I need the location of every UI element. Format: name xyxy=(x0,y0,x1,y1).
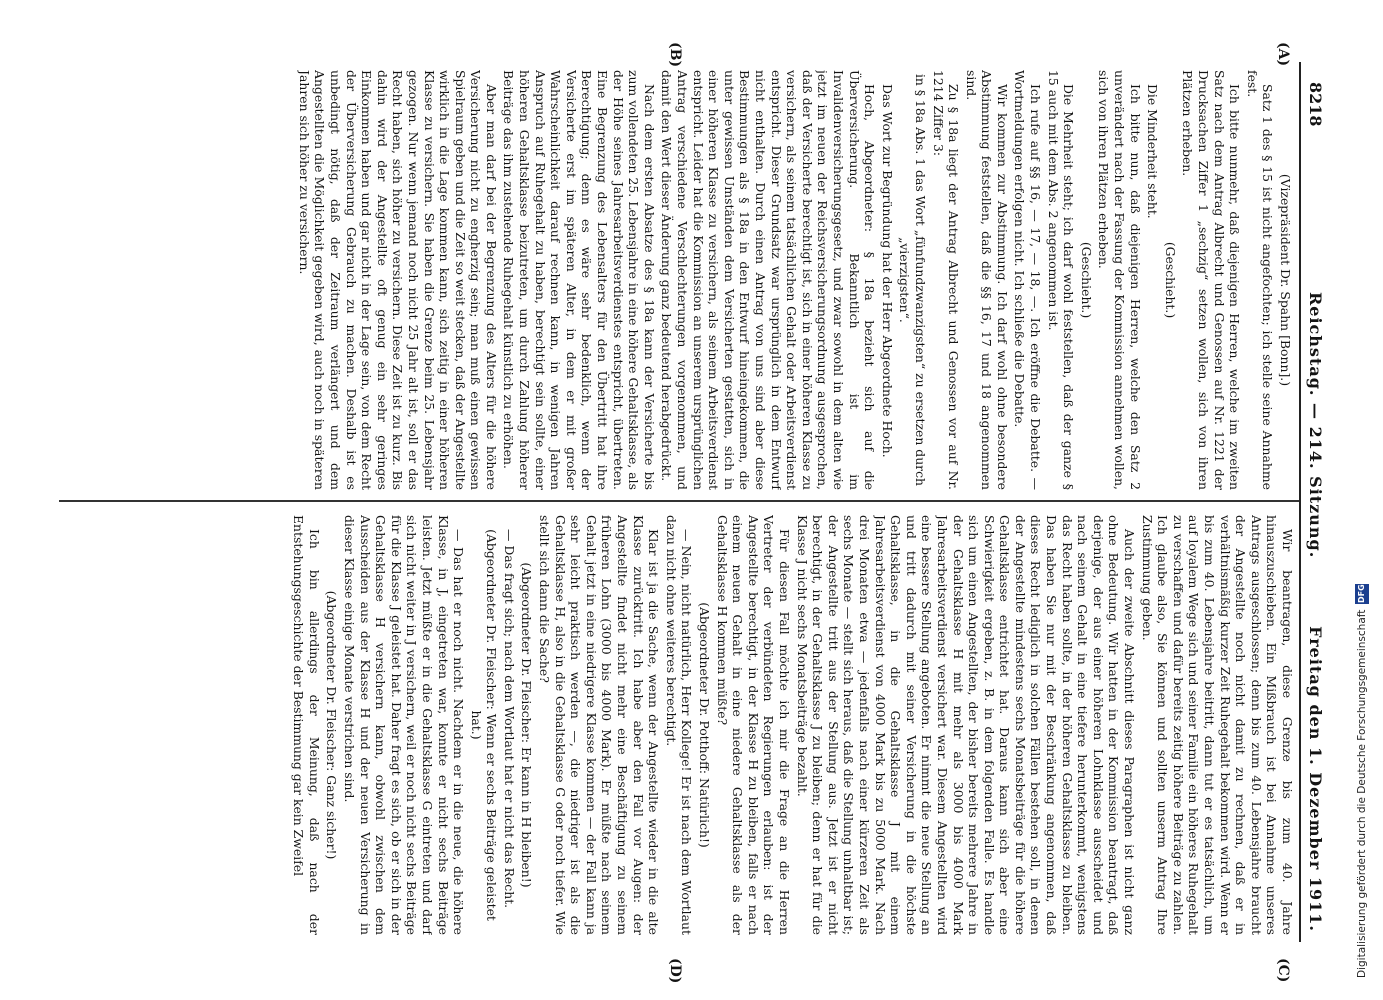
paragraph: Ich rufe auf §§ 16, — 17, — 18, —. Ich eröffne die Debatte. — Wortmeldungen erfolgen nicht. Ich schließe die Debatte. xyxy=(1012,70,1044,490)
paragraph: (Geschieht.) xyxy=(1078,241,1094,319)
paragraph: Nach dem ersten Absatze des § 18a kann der Versicherte bis zum vollendeten 25. Lebensjahre in eine höhere Gehaltsklasse, als der Höhe seines Jahresarbeitsverdienstes entspricht, übertreten. Eine Begrenzung des Lebensalters für den Übertritt hat ihre Berechtigung; denn es wäre sehr bedenklich, wenn der Versicherte erst im späteren Alter, in dem er mit großer Wahrscheinlichkeit darauf rechnen kann, in wenigen Jahren Anspruch auf Ruhegehalt zu haben, berechtigt sein sollte, einer höheren Gehaltsklasse beizutreten, um durch Zahlung höherer Beiträge das ihm zustehende Ruhegehalt künstlich zu erhöhen. xyxy=(501,70,657,490)
paragraph: Klar ist ja die Sache, wenn der Angestellte wieder in die alte Klasse zurücktritt. Ich habe aber den Fall vor Augen: der Angestellte findet nicht mehr eine Beschäftigung zu seinem früheren Lohn (3000 bis 4000 Mark). Er müßte nach seinem Gehalt jetzt in eine niedrigere Klasse kommen — der Fall kann ja sehr leicht praktisch werden —, die niedriger ist als die Gehaltsklasse H, also in die Gehaltsklasse G oder noch tiefer. Wie stellt sich dann die Sache? xyxy=(537,515,662,935)
paragraph: Für diesen Fall möchte ich mir die Frage an die Herren Vertreter der verbündeten Regierungen erlauben: ist der Angestellte berechtigt, in der Klasse H zu bleiben, falls er nach einem neuen Gehalt in eine niedere Gehaltsklasse als der Gehaltsklasse H kommen müßte? xyxy=(714,515,792,935)
page-number: 8218 xyxy=(1306,82,1325,127)
margin-letter-d: (D) xyxy=(667,958,683,984)
margin-letter-a: (A) xyxy=(1275,42,1291,67)
paragraph: Ich bitte nunmehr, daß diejenigen Herren, welche im zweiten Satz nach dem Antrag Albrecht und Genossen auf Nr. 1221 der Drucksachen Ziffer 1 „sechzig“ setzen wollen, sich von ihren Plätzen erheben. xyxy=(1180,70,1243,490)
header-rule xyxy=(1299,62,1301,942)
session-date: Freitag den 1. Dezember 1911. xyxy=(1306,626,1325,932)
paragraph: (Abgeordneter Dr. Fleischer: Wenn er sechs Beiträge geleistet hat.) xyxy=(468,529,500,921)
paragraph: (Abgeordneter Dr. Fleischer: Er kann in H bleiben!) xyxy=(519,562,535,888)
margin-letter-c: (C) xyxy=(1275,958,1291,983)
paragraph: Wir beantragen, diese Grenze bis zum 40. Jahre hinauszuschieben. Ein Mißbrauch ist bei Annahme unseres Antrags ausgeschlossen; denn bis zum 40. Lebensjahre braucht der Angestellte noch nicht damit zu rechnen, daß er in verhältnismäßig kurzer Zeit Ruhegehalt bekommen wird. Wenn er bis zum 40. Lebensjahre beitritt, dann tut er es tatsächlich, um auf loyalem Wege sich und seiner Familie ein höheres Ruhegehalt zu verschaffen und dafür bereits zeitig höhere Beiträge zu zahlen. Ich glaube also, Sie können und sollten unserm Antrag Ihre Zustimmung geben. xyxy=(1139,515,1295,935)
paragraph: — Das hat er noch nicht. Nachdem er in die neue, die höhere Klasse, in J, eingetreten war, konnte er nicht sechs Beiträge leisten. Jetzt müßte er in die Gehaltsklasse G eintreten und darf sich nicht weiter in J versichern, weil er noch nicht sechs Beiträge für die Klasse J geleistet hat. Daher fragt es sich, ob er sich in der Gehaltsklasse H versichern kann, obwohl zwischen dem Ausscheiden aus der Klasse H und der neuen Versicherung in dieser Klasse einige Monate verstrichen sind. xyxy=(341,515,467,935)
paragraph: Das Wort zur Begründung hat der Herr Abgeordnete Hoch. xyxy=(879,84,895,458)
paragraph: (Geschieht.) xyxy=(1162,241,1178,319)
paragraph: Satz 1 des § 15 ist nicht angefochten; ich stelle seine Annahme fest. xyxy=(1244,70,1276,490)
page-header xyxy=(1301,62,1331,942)
dfg-logo: DFG xyxy=(1355,584,1369,604)
margin-letter-b: (B) xyxy=(667,42,683,68)
paragraph: Aber man darf bei der Begrenzung des Alters für die höhere Versicherung nicht zu engherzig sein; man muß einen gewissen Spielraum geben und die Zeit so weit stecken, daß der Angestellte wirklich in die Lage kommen kann, sich zeitig in einer höheren Klasse zu versichern. Sie haben die Grenze beim 25. Lebensjahr gezogen. Nur wenn jemand noch nicht 25 Jahr alt ist, soll er das Recht haben, sich höher zu versichern. Diese Zeit ist zu kurz. Bis dahin wird der Angestellte oft genug ein sehr geringes Einkommen haben und gar nicht in der Lage sein, von dem Recht der Überversicherung Gebrauch zu machen. Deshalb ist es unbedingt nötig, daß der Zeitraum verlängert und dem Angestellten die Möglichkeit gegeben wird, auch noch in späteren Jahren sich höher zu versichern. xyxy=(296,70,499,490)
paragraph: Ich bin allerdings der Meinung, daß nach der Entstehungsgeschichte der Bestimmung gar kein Zweifel xyxy=(291,515,322,935)
paragraph: Ich bitte nun, daß diejenigen Herren, welche den Satz 2 unverändert nach der Fassung der Kommission annehmen wollen, sich von ihren Plätzen erheben. xyxy=(1096,70,1143,490)
paragraph: Auch der zweite Abschnitt dieses Paragraphen ist nicht ganz ohne Bedeutung. Wir hatten in der Kommission beantragt, daß derjenige, der aus einer höheren Lohnklasse ausscheidet und nach seinem Gehalt in eine tiefere herunterkommt, wenigstens das Recht haben sollte, in der höheren Gehaltsklasse zu bleiben. Das haben Sie nur mit der Beschränkung angenommen, daß dieses Recht lediglich in solchen Fällen bestehen soll, in denen der Angestellte mindestens sechs Monatsbeiträge für die höhere Gehaltsklasse entrichtet hat. Daraus kann sich aber eine Schwierigkeit ergeben, z. B. in dem folgenden Falle. Es handle sich um einen Angestellten, der bisher bereits mehrere Jahre in der Gehaltsklasse H mit mehr als 3000 bis 4000 Mark Jahresarbeitsverdienst versichert war. Diesem Angestellten wird eine bessere Stellung angeboten. Er nimmt die neue Stellung an und tritt dadurch mit seiner Versicherung in die höchste Gehaltsklasse, in die Gehaltsklasse J mit einem Jahresarbeitsverdienst von 4000 Mark bis zu 5000 Mark. Nach drei Monaten etwa — jedenfalls nach einer kürzeren Zeit als sechs Monate — stellt sich heraus, daß die Stellung unhaltbar ist; der Angestellte tritt aus der Stellung aus. Jetzt ist er nicht berechtigt, in der Gehaltsklasse J zu bleiben; denn er hat für die Klasse J nicht sechs Monatsbeiträge bezahlt. xyxy=(794,515,1138,935)
paragraph: (Abgeordneter Dr. Fleischer: Ganz sicher!) xyxy=(324,590,340,860)
paragraph: Wir kommen zur Abstimmung. Ich darf wohl ohne besondere Abstimmung feststellen, daß die §§ 16, 17 und 18 angenommen sind. xyxy=(963,70,1010,490)
left-text-column xyxy=(75,70,1295,490)
paragraph: — Das fragt sich; nach dem Wortlaut hat er nicht das Recht. xyxy=(501,529,517,909)
right-text-column xyxy=(75,515,1295,935)
credit-sidebar xyxy=(1340,0,1383,1000)
column-divider xyxy=(59,500,1299,502)
session-title: Reichstag. — 214. Sitzung. xyxy=(1306,292,1325,559)
paragraph: in § 18a Abs. 1 das Wort „fünfundzwanzigsten“ zu ersetzen durch „vierzigsten“. xyxy=(897,73,928,487)
paragraph: (Abgeordneter Dr. Potthoff: Natürlich!) xyxy=(697,602,713,848)
credit-line xyxy=(1352,0,1372,978)
paragraph: (Vizepräsident Dr. Spahn [Bonn].) xyxy=(1278,173,1293,387)
paragraph: Die Mehrheit steht; ich darf wohl feststellen, daß der ganze § 15 auch mit dem Abs. 2 angenommen ist. xyxy=(1045,70,1077,490)
paragraph: Hoch, Abgeordneter: § 18a bezieht sich auf die Überversicherung. Bekanntlich ist im Invalidenversicherungsgesetz, und zwar sowohl in dem alten wie jetzt im neuen der Reichsversicherungsordnung ausgesprochen, daß der Versicherte berechtigt ist, sich in einer höheren Klasse zu versichern, als seinem tatsächlichen Gehalt oder Arbeitsverdienst entspricht. Dieser Grundsatz war ursprünglich in dem Entwurf nicht enthalten. Durch einen Antrag von uns sind aber diese Bestimmungen als § 18a in den Entwurf hineingekommen, die unter gewissen Umständen dem Versicherten gestatten, sich in einer höheren Klasse zu versichern, als seinem Arbeitsverdienst entspricht. Leider hat die Kommission an unserem ursprünglichen Antrag verschiedene Verschlechterungen vorgenommen, und damit den Wert dieser Änderung ganz bedeutend herabgedrückt. xyxy=(659,70,878,490)
paragraph: Die Minderheit steht. xyxy=(1145,84,1161,219)
paragraph: — Nein, nicht natürlich, Herr Kollege! Er ist nach dem Wortlaut dazu nicht ohne weiteres berechtigt. xyxy=(663,515,695,935)
credit-text: Digitalisierung gefördert durch die Deutsche Forschungsgemeinschaft xyxy=(1356,609,1368,978)
paragraph: Zu § 18a liegt der Antrag Albrecht und Genossen vor auf Nr. 1214 Ziffer 3: xyxy=(930,70,962,490)
